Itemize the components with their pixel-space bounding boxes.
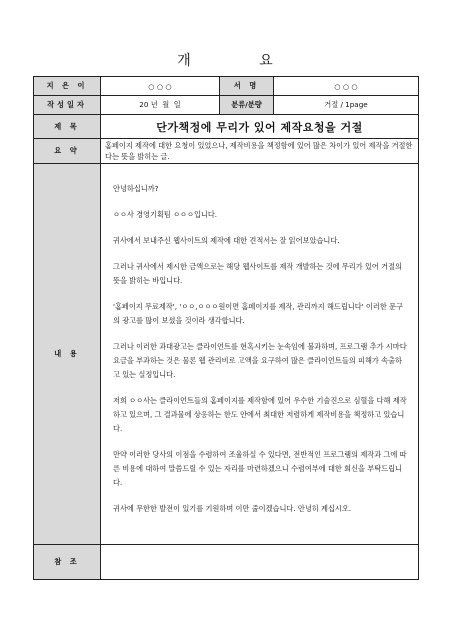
subject-label: 제 목 xyxy=(34,115,101,139)
summary-label: 요 약 xyxy=(34,139,101,164)
content-body xyxy=(101,164,419,545)
document-title: 개 요 xyxy=(177,53,305,69)
content-paragraph: 그러나 귀사에서 제시한 금액으로는 해당 웹사이트를 제작 개발하는 것에 무리가 있어 거절의 뜻을 밝히는 바입니다. xyxy=(113,262,402,285)
reference-value xyxy=(101,545,419,580)
author-value: ○ ○ ○ xyxy=(101,77,220,96)
signature-label: 서 명 xyxy=(220,77,274,96)
content-paragraph: 안녕하십니까? xyxy=(113,184,159,193)
author-label: 지 은 이 xyxy=(34,77,101,96)
content-paragraph: '홈페이지 무료제작', 'ㅇㅇ,ㅇㅇㅇ원이면 홈페이지를 제작, 관리까지 해드립니다' 이러한 문구의 광고를 많이 보셨을 것이라 생각합니다. xyxy=(113,302,403,325)
content-paragraph: ㅇㅇ사 경영기획팀 ㅇㅇㅇ입니다. xyxy=(113,210,218,219)
content-paragraph: 귀사에 무한한 발전이 있기를 기원하며 이만 줄이겠습니다. 안녕히 계십시오. xyxy=(113,504,352,513)
content-label: 내 용 xyxy=(34,164,101,545)
content-paragraph: 귀사에서 보내주신 웹사이트의 제작에 대한 견적서는 잘 읽어보았습니다. xyxy=(113,236,340,245)
content-paragraph: 그러나 이러한 과대광고는 클라이언트를 현혹시키는 눈속임에 불과하며, 프로그램 추가 시마다 요금을 부과하는 것은 물론 웹 관리비로 고액을 요구하여 많은 클라이언트들의 피해가 속출하고 있는 실정입니다. xyxy=(113,342,407,379)
date-label: 작성일자 xyxy=(34,96,101,115)
summary-value: 홈페이지 제작에 대한 요청이 있었으나, 제작비용을 책정함에 있어 많은 차이가 있어 제작을 거절한다는 뜻을 밝히는 글. xyxy=(101,139,419,164)
date-row xyxy=(34,96,419,115)
date-value: 20 년 월 일 xyxy=(101,96,220,115)
author-row xyxy=(34,77,419,96)
summary-row xyxy=(34,139,419,164)
subject-row xyxy=(34,115,419,139)
document-table xyxy=(33,76,419,580)
subject-value: 단가책정에 무리가 있어 제작요청을 거절 xyxy=(101,115,419,139)
category-label: 분류/분량 xyxy=(220,96,274,115)
reference-row xyxy=(34,545,419,580)
content-paragraph: 저희 ㅇㅇ사는 클라이언트들의 홈페이지를 제작함에 있어 우수한 기술진으로 심혈을 다해 제작하고 있으며, 그 결과물에 상응하는 한도 안에서 최대한 저렴하게 제작비용을 책정하고 있습니다. xyxy=(113,396,407,433)
signature-value: ○ ○ ○ xyxy=(274,77,419,96)
category-value: 거절 / 1page xyxy=(274,96,419,115)
content-paragraph: 만약 이러한 당사의 이점을 수렴하여 조율하실 수 있다면, 전반적인 프로그램의 제작과 그에 따른 비용에 대하여 말씀드릴 수 있는 자리를 마련하겠으니 수렴여부에 대한 회신을 부탁드립니다. xyxy=(113,450,407,487)
content-row xyxy=(34,164,419,545)
reference-label: 참 조 xyxy=(34,545,101,580)
